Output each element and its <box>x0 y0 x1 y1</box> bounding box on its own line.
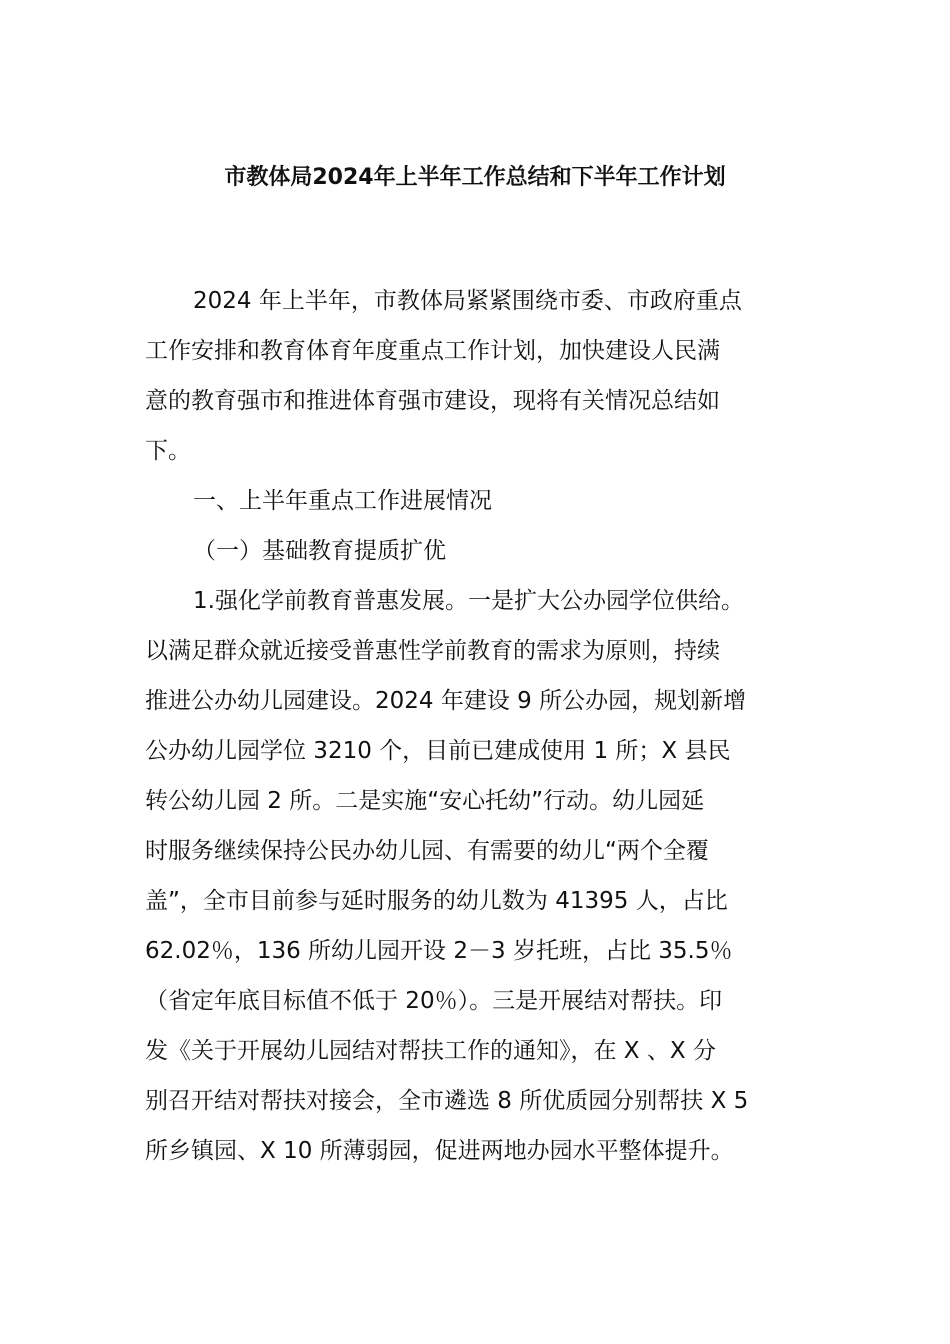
paragraph-line: 推进公办幼儿园建设。2024 年建设 9 所公办园，规划新增 <box>145 688 747 714</box>
paragraph-line: 时服务继续保持公民办幼儿园、有需要的幼儿“两个全覆 <box>145 838 709 864</box>
paragraph-line: 所乡镇园、X 10 所薄弱园，促进两地办园水平整体提升。 <box>145 1138 734 1164</box>
document-title: 市教体局2024年上半年工作总结和下半年工作计划 <box>224 165 726 190</box>
paragraph-line: 发《关于开展幼儿园结对帮扶工作的通知》，在 X 、X 分 <box>145 1038 716 1064</box>
paragraph-line: 盖”，全市目前参与延时服务的幼儿数为 41395 人，占比 <box>145 888 728 914</box>
section-heading: 一、上半年重点工作进展情况 <box>193 488 492 514</box>
paragraph-line: 2024 年上半年，市教体局紧紧围绕市委、市政府重点 <box>193 288 742 314</box>
paragraph-line: 别召开结对帮扶对接会，全市遴选 8 所优质园分别帮扶 X 5 <box>145 1088 749 1114</box>
paragraph-line: 以满足群众就近接受普惠性学前教育的需求为原则，持续 <box>145 638 720 664</box>
paragraph-line: 1.强化学前教育普惠发展。一是扩大公办园学位供给。 <box>193 588 744 614</box>
subsection-heading: （一）基础教育提质扩优 <box>193 538 446 564</box>
paragraph-line: 公办幼儿园学位 3210 个，目前已建成使用 1 所；X 县民 <box>145 738 731 764</box>
paragraph-line: 转公幼儿园 2 所。二是实施“安心托幼”行动。幼儿园延 <box>145 788 705 814</box>
paragraph-line: 下。 <box>145 438 191 464</box>
paragraph-line: 工作安排和教育体育年度重点工作计划，加快建设人民满 <box>145 338 720 364</box>
paragraph-line: 62.02％，136 所幼儿园开设 2－3 岁托班，占比 35.5％ <box>145 938 733 964</box>
paragraph-line: （省定年底目标值不低于 20％）。三是开展结对帮扶。印 <box>145 988 723 1014</box>
paragraph-line: 意的教育强市和推进体育强市建设，现将有关情况总结如 <box>145 388 720 414</box>
